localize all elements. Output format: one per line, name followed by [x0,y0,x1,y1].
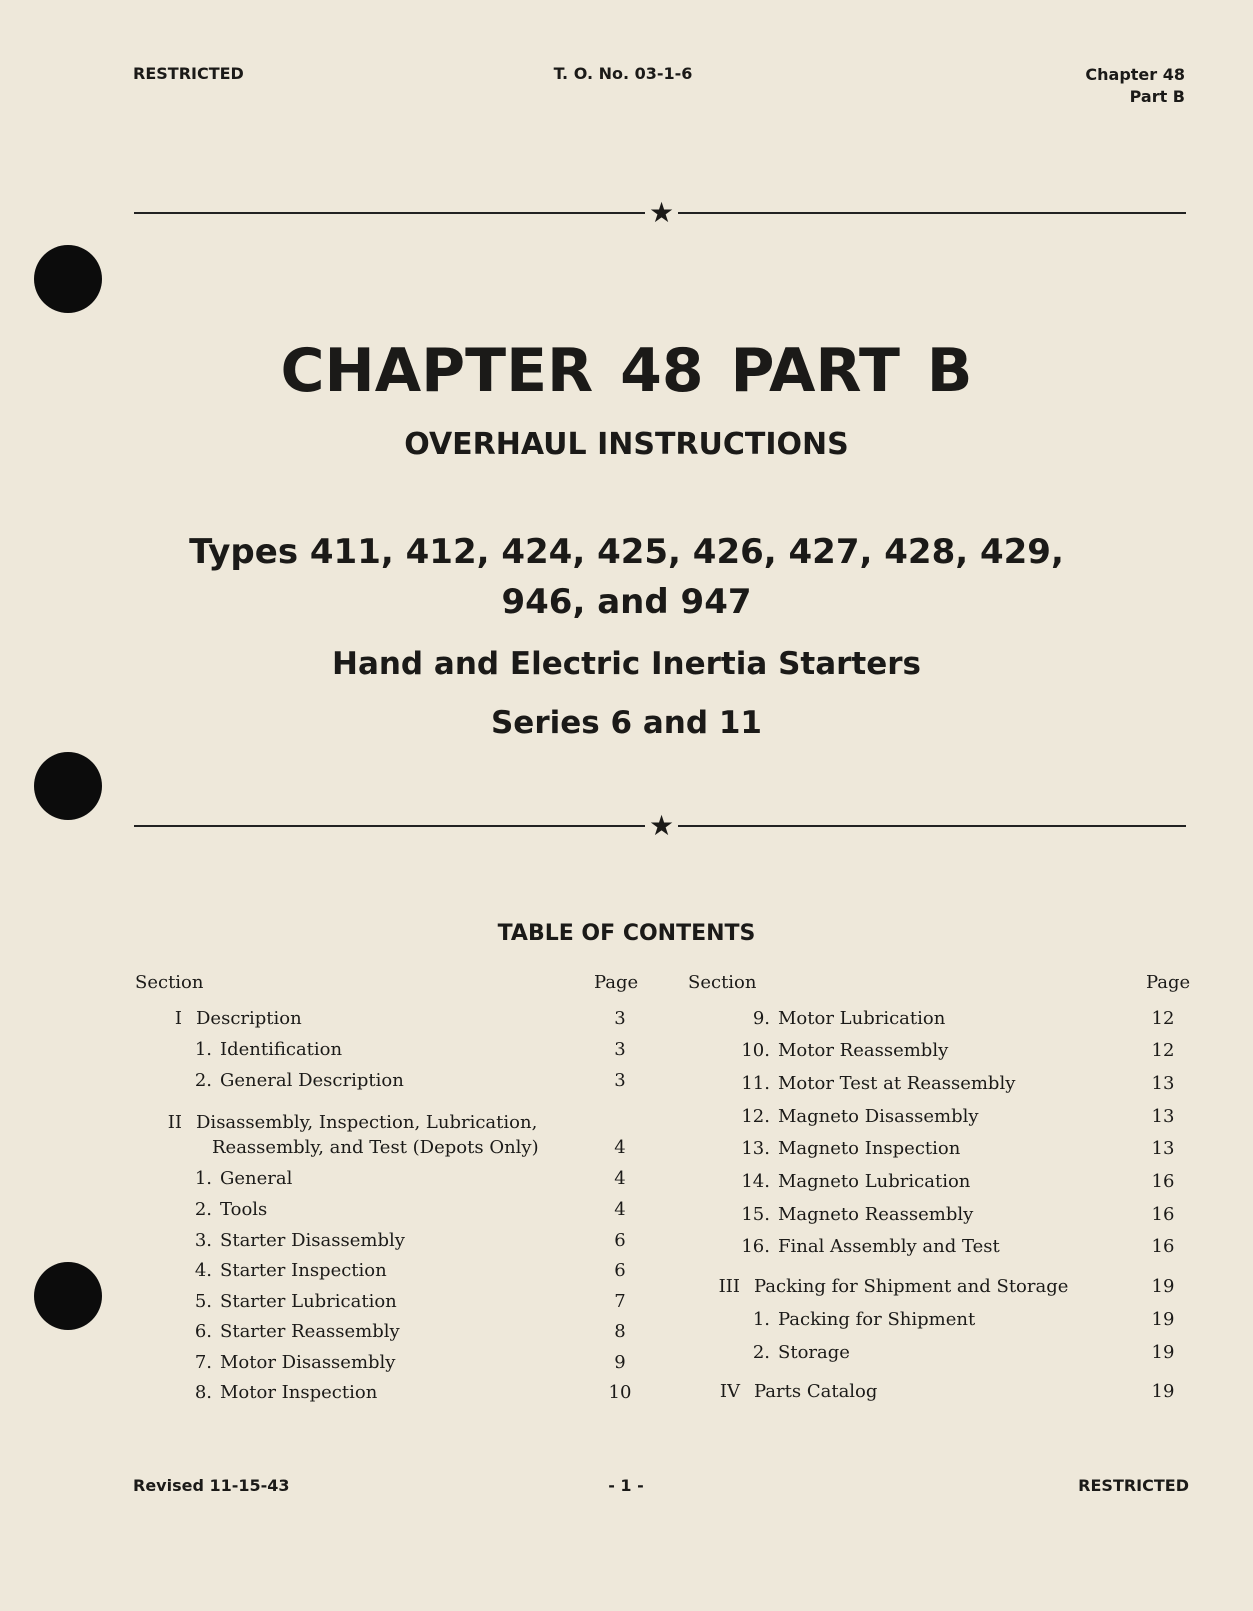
footer-revised: Revised 11-15-43 [133,1476,290,1495]
toc-entry-number: 6. [194,1321,212,1342]
toc-entry-number: 15. [741,1204,770,1225]
toc-entry-title: Starter Inspection [220,1260,387,1281]
series-line: Series 6 and 11 [490,705,762,741]
toc-entry-title: Storage [778,1342,850,1363]
toc-entry-title: Motor Inspection [220,1382,378,1403]
toc-entry-page: 4 [614,1168,626,1189]
toc-entry-number: 13. [741,1138,770,1159]
toc-entry-title: Motor Reassembly [778,1040,949,1061]
toc-entry-number: I [174,1008,182,1029]
toc-entry-number: 12. [741,1106,770,1127]
toc-entry-title: Starter Reassembly [220,1321,400,1342]
toc-entry-number: 5. [194,1291,212,1312]
toc-entry-title: General [220,1168,293,1189]
toc-entry-page: 19 [1151,1276,1175,1297]
toc-entry-title: Motor Test at Reassembly [778,1073,1016,1094]
toc-entry-page: 16 [1151,1171,1175,1192]
toc-entry-number: 11. [741,1073,770,1094]
toc-entry-number: 8. [194,1382,212,1403]
header-chapter-line: Chapter 48 [1085,65,1185,84]
toc-entry-number: IV [719,1381,740,1402]
toc-entry-page: 7 [614,1291,626,1312]
toc-entry-page: 19 [1151,1309,1175,1330]
toc-entry-number: 10. [741,1040,770,1061]
toc-entry-title: Description [196,1008,302,1029]
page-number: - 1 - [608,1476,644,1495]
toc-entry-number: 2. [194,1070,212,1091]
toc-entry-page: 3 [614,1008,626,1029]
toc-entry-page: 6 [614,1230,626,1251]
toc-entry-title: Tools [220,1199,268,1220]
toc-entry-page: 6 [614,1260,626,1281]
footer-restricted: RESTRICTED [1078,1476,1189,1495]
description-line: Hand and Electric Inertia Starters [332,646,921,682]
subtitle: OVERHAUL INSTRUCTIONS [404,427,849,462]
toc-entry-number: 9. [752,1008,770,1029]
toc-entry-page: 4 [614,1199,626,1220]
toc-entry-number: 3. [194,1230,212,1251]
toc-entry-page: 19 [1151,1381,1175,1402]
types-line-2: 946, and 947 [501,582,752,622]
toc-entry-page: 13 [1151,1073,1175,1094]
toc-entry-title: Parts Catalog [754,1381,878,1402]
toc-entry-title: Motor Disassembly [220,1352,396,1373]
toc-entry-number: 2. [752,1342,770,1363]
types-line-1: Types 411, 412, 424, 425, 426, 427, 428, 429, [189,532,1064,572]
toc-entry-title-continued: Reassembly, and Test (Depots Only) [212,1137,539,1158]
header-to-number: T. O. No. 03-1-6 [553,64,693,83]
toc-entry-title: Motor Lubrication [778,1008,946,1029]
toc-entry-title: Magneto Inspection [778,1138,961,1159]
toc-entry-page: 3 [614,1039,626,1060]
toc-right-section-label: Section [688,972,757,993]
toc-entry-title: General Description [220,1070,404,1091]
toc-entry-number: 7. [194,1352,212,1373]
toc-left-section-label: Section [135,972,204,993]
toc-entry-title: Magneto Reassembly [778,1204,974,1225]
punch-hole [34,1262,102,1330]
toc-left-page-label: Page [594,972,639,993]
header-chapter [1085,64,1185,108]
toc-entry-page: 9 [614,1352,626,1373]
toc-entry-number: 16. [741,1236,770,1257]
toc-entry-page: 8 [614,1321,626,1342]
toc-entry-page: 19 [1151,1342,1175,1363]
toc-entry-title: Magneto Lubrication [778,1171,971,1192]
punch-hole [34,245,102,313]
toc-entry-number: III [718,1276,740,1297]
toc-entry-title: Starter Lubrication [220,1291,397,1312]
punch-hole [34,752,102,820]
toc-entry-number: 1. [752,1309,770,1330]
toc-entry-page: 13 [1151,1106,1175,1127]
star-icon: ★ [645,812,678,840]
toc-entry-page: 12 [1151,1040,1175,1061]
chapter-title: CHAPTER 48 PART B [280,336,973,406]
toc-entry-page: 12 [1151,1008,1175,1029]
toc-entry-title: Disassembly, Inspection, Lubrication, [196,1112,538,1133]
header-part-line: Part B [1129,87,1185,106]
toc-entry-number: II [167,1112,182,1133]
toc-entry-title: Starter Disassembly [220,1230,405,1251]
toc-entry-number: 14. [741,1171,770,1192]
toc-entry-title: Identification [220,1039,343,1060]
toc-entry-number: 4. [194,1260,212,1281]
toc-right-page-label: Page [1146,972,1191,993]
toc-entry-page: 16 [1151,1204,1175,1225]
toc-entry-number: 1. [194,1039,212,1060]
toc-entry-title: Packing for Shipment and Storage [754,1276,1069,1297]
toc-entry-page: 4 [614,1137,626,1158]
toc-entry-page: 10 [608,1382,632,1403]
header-restricted: RESTRICTED [133,64,244,83]
star-icon: ★ [645,199,678,227]
toc-entry-page: 3 [614,1070,626,1091]
toc-entry-title: Magneto Disassembly [778,1106,979,1127]
toc-entry-page: 16 [1151,1236,1175,1257]
toc-heading: TABLE OF CONTENTS [497,921,756,946]
toc-entry-page: 13 [1151,1138,1175,1159]
toc-entry-number: 1. [194,1168,212,1189]
toc-entry-title: Final Assembly and Test [778,1236,1000,1257]
toc-entry-title: Packing for Shipment [778,1309,976,1330]
toc-entry-number: 2. [194,1199,212,1220]
